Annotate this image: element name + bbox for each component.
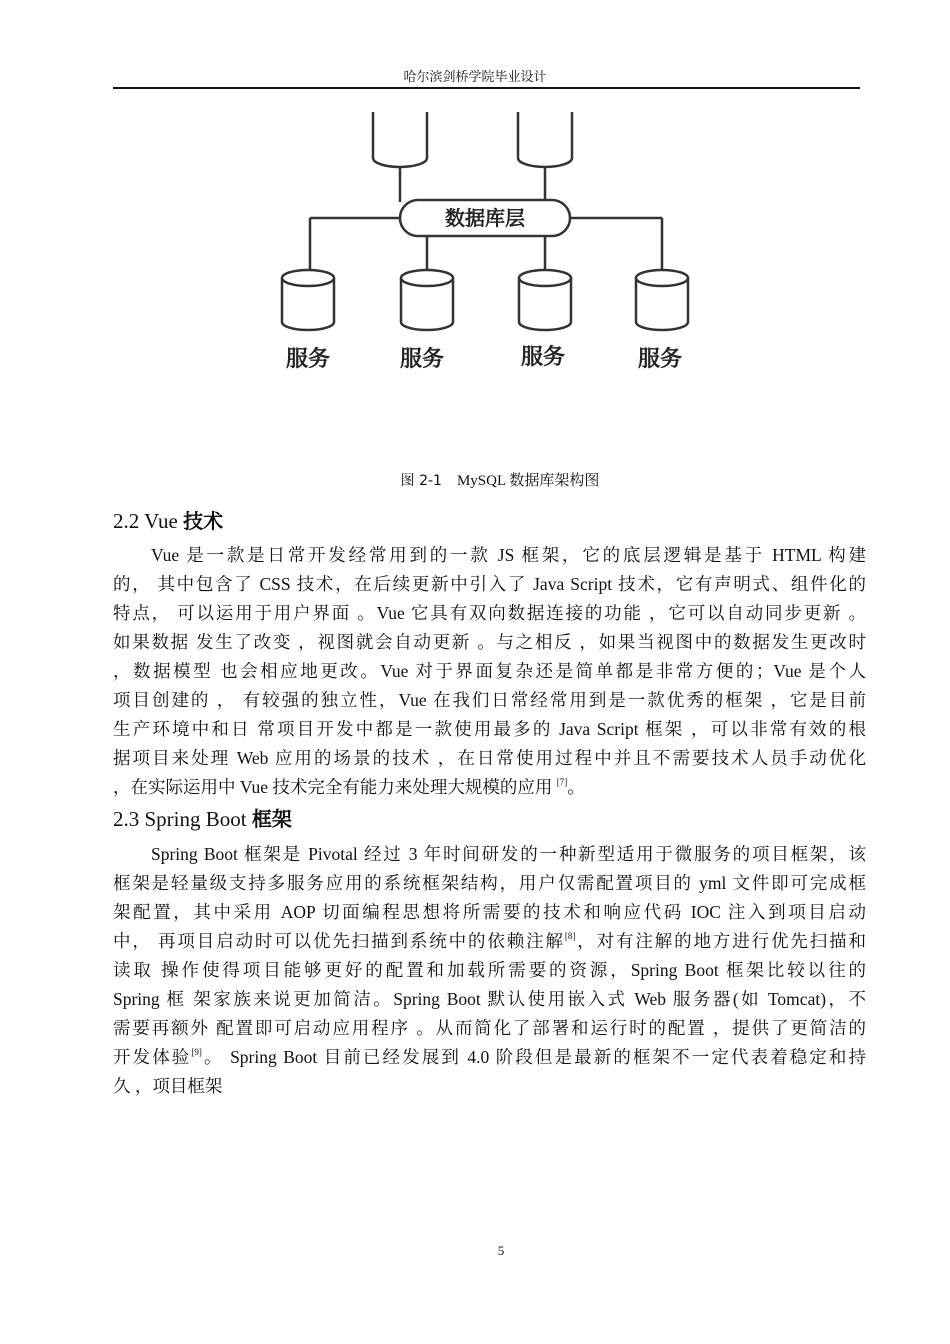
text-line: 需要再额外 配置即可启动应用程序 。从而简化了部署和运行时的配置 ，提供了更简洁的 — [113, 1018, 866, 1038]
text-line: 框架是轻量级支持多服务应用的系统框架结构，用户仅需配置项目的 yml 文件即可完成框 — [113, 873, 866, 893]
section-number: 2.2 Vue — [113, 509, 178, 533]
text-line: 特点， 可以运用于用户界面 。Vue 它具有双向数据连接的功能 ，它可以自动同步更新 。 — [113, 603, 866, 623]
figure-title: MySQL 数据库架构图 — [456, 473, 600, 489]
line-text: ，在实际运用中 Vue 技术完全有能力来处理大规模的应用 — [113, 777, 557, 797]
service-database-icon — [401, 270, 453, 330]
text-line: 久 ，项目框架 — [113, 1076, 223, 1096]
section-number: 2.3 Spring Boot — [113, 807, 247, 831]
text-line — [113, 773, 866, 802]
text-line: Vue 是一款是日常开发经常用到的一款 JS 框架，它的底层逻辑是基于 HTML 构建 — [151, 545, 866, 565]
citation-ref: [9] — [191, 1047, 202, 1057]
text-line: Spring 框 架家族来说更加简洁。Spring Boot 默认使用嵌入式 Web 服务器(如 Tomcat)，不 — [113, 989, 866, 1009]
citation-ref: [7] — [556, 777, 568, 787]
text-line: 生产环境中和日 常项目开发中都是一款使用最多的 Java Script 框架 ，可以非常有效的根 — [113, 719, 866, 739]
top-database-icon — [373, 112, 427, 167]
text-line: 项目创建的 ， 有较强的独立性，Vue 在我们日常经常用到是一款优秀的框架 ，它是目前 — [113, 690, 866, 710]
header-rule — [113, 87, 860, 89]
text-line: 读取 操作使得项目能够更好的配置和加载所需要的资源，Spring Boot 框架比较以往的 — [113, 960, 866, 980]
top-database-icon — [518, 112, 572, 167]
service-database-icon — [636, 270, 688, 330]
service-label: 服务 — [285, 347, 331, 372]
text-line: 如果数据 发生了改变 ，视图就会自动更新 。与之相反 ，如果当视图中的数据发生更改时 — [113, 632, 866, 652]
spring-boot-paragraph — [113, 840, 866, 1101]
page-number: 5 — [497, 1243, 505, 1258]
text-line — [113, 927, 866, 956]
vue-paragraph — [113, 541, 866, 802]
service-database-icon — [519, 270, 571, 330]
figure-caption — [0, 469, 950, 490]
page-header: 哈尔滨剑桥学院毕业设计 — [403, 70, 547, 85]
service-label: 服务 — [637, 347, 683, 372]
section-heading-spring-boot — [113, 803, 292, 832]
database-layer-label: 数据库层 — [445, 206, 525, 230]
section-title: 技术 — [183, 509, 224, 533]
text-line — [113, 1043, 866, 1072]
section-heading-vue — [113, 505, 223, 534]
text-line: Spring Boot 框架是 Pivotal 经过 3 年时间研发的一种新型适用于微服务的项目框架，该 — [151, 844, 866, 864]
service-label: 服务 — [520, 345, 566, 370]
citation-ref: [8] — [564, 931, 576, 941]
line-text: 。 — [567, 777, 585, 797]
section-title: 框架 — [251, 807, 292, 831]
text-line: 的， 其中包含了 CSS 技术，在后续更新中引入了 Java Script 技术，它有声明式、组件化的 — [113, 574, 866, 594]
text-line: 据项目来处理 Web 应用的场景的技术 ，在日常使用过程中并且不需要技术人员手动优化 — [113, 748, 866, 768]
line-text: 中， 再项目启动时可以优先扫描到系统中的依赖注解 — [113, 931, 565, 951]
line-text: 开发体验 — [113, 1047, 192, 1067]
text-line: 架配置，其中采用 AOP 切面编程思想将所需要的技术和响应代码 IOC 注入到项目启动 — [113, 902, 866, 922]
line-text: ，对有注解的地方进行优先扫描和 — [575, 931, 866, 951]
text-line: ，数据模型 也会相应地更改。Vue 对于界面复杂还是简单都是非常方便的；Vue 是个人 — [113, 661, 866, 681]
figure-number: 图 2-1 — [400, 473, 442, 489]
mysql-architecture-diagram — [0, 100, 950, 420]
service-label: 服务 — [399, 347, 445, 372]
line-text: 。 Spring Boot 目前已经发展到 4.0 阶段但是最新的框架不一定代表着稳定和持 — [201, 1047, 866, 1067]
service-database-icon — [282, 270, 334, 330]
